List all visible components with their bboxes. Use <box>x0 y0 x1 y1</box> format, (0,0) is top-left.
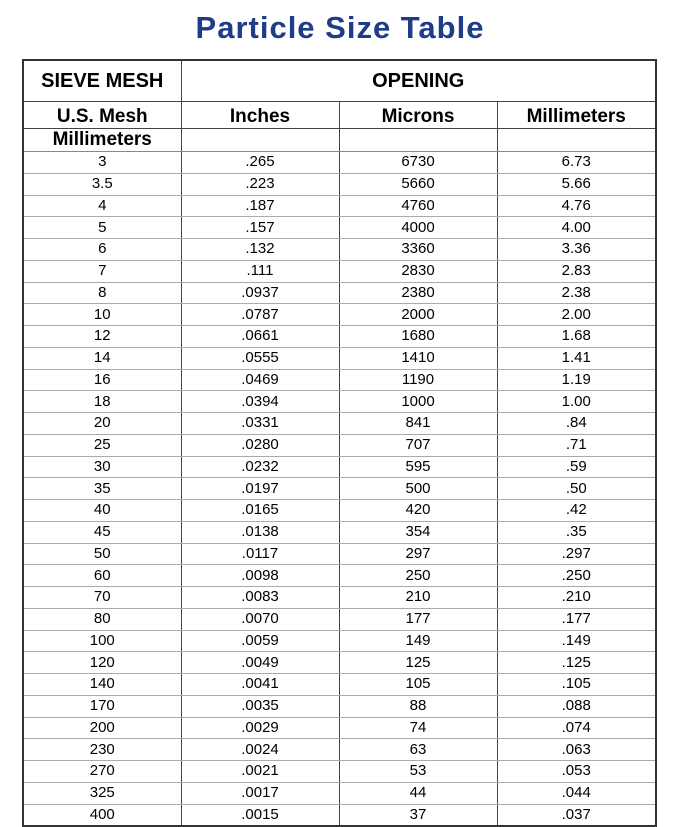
millimeters-cell: .044 <box>497 782 656 804</box>
millimeters-cell: .074 <box>497 717 656 739</box>
us-mesh-cell: 3 <box>23 152 181 174</box>
millimeters-cell: .59 <box>497 456 656 478</box>
millimeters-cell: 6.73 <box>497 152 656 174</box>
us-mesh-cell: 16 <box>23 369 181 391</box>
table-row <box>23 565 656 587</box>
inches-cell: .0021 <box>181 761 339 783</box>
us-mesh-cell: 10 <box>23 304 181 326</box>
us-mesh-cell: 35 <box>23 478 181 500</box>
us-mesh-header: U.S. Mesh <box>23 102 181 129</box>
mesh-millimeters-subheader: Millimeters <box>23 129 181 152</box>
table-row <box>23 217 656 239</box>
us-mesh-cell: 45 <box>23 521 181 543</box>
particle-size-table-container <box>22 59 655 827</box>
inches-cell: .0017 <box>181 782 339 804</box>
us-mesh-cell: 50 <box>23 543 181 565</box>
table-row <box>23 521 656 543</box>
microns-cell: 63 <box>339 739 497 761</box>
empty-subheader-cell <box>339 129 497 152</box>
empty-subheader-cell <box>497 129 656 152</box>
table-row <box>23 152 656 174</box>
microns-cell: 297 <box>339 543 497 565</box>
microns-cell: 250 <box>339 565 497 587</box>
millimeters-cell: .35 <box>497 521 656 543</box>
inches-cell: .0098 <box>181 565 339 587</box>
inches-cell: .187 <box>181 195 339 217</box>
table-row <box>23 587 656 609</box>
microns-cell: 595 <box>339 456 497 478</box>
millimeters-cell: .210 <box>497 587 656 609</box>
inches-cell: .0937 <box>181 282 339 304</box>
microns-cell: 6730 <box>339 152 497 174</box>
millimeters-cell: .088 <box>497 695 656 717</box>
microns-cell: 420 <box>339 500 497 522</box>
table-row <box>23 608 656 630</box>
table-body <box>23 152 656 827</box>
microns-cell: 53 <box>339 761 497 783</box>
us-mesh-cell: 5 <box>23 217 181 239</box>
inches-header: Inches <box>181 102 339 129</box>
millimeters-cell: .250 <box>497 565 656 587</box>
us-mesh-cell: 325 <box>23 782 181 804</box>
table-row <box>23 717 656 739</box>
table-row <box>23 478 656 500</box>
us-mesh-cell: 230 <box>23 739 181 761</box>
us-mesh-cell: 70 <box>23 587 181 609</box>
microns-cell: 37 <box>339 804 497 826</box>
table-row <box>23 326 656 348</box>
millimeters-cell: 1.41 <box>497 347 656 369</box>
table-row <box>23 456 656 478</box>
inches-cell: .0059 <box>181 630 339 652</box>
microns-cell: 707 <box>339 434 497 456</box>
us-mesh-cell: 170 <box>23 695 181 717</box>
inches-cell: .223 <box>181 173 339 195</box>
inches-cell: .0394 <box>181 391 339 413</box>
us-mesh-cell: 14 <box>23 347 181 369</box>
inches-cell: .0197 <box>181 478 339 500</box>
header-row-top <box>23 60 656 102</box>
inches-cell: .0165 <box>181 500 339 522</box>
microns-cell: 354 <box>339 521 497 543</box>
table-row <box>23 434 656 456</box>
millimeters-cell: .149 <box>497 630 656 652</box>
us-mesh-cell: 400 <box>23 804 181 826</box>
inches-cell: .132 <box>181 239 339 261</box>
microns-cell: 841 <box>339 413 497 435</box>
microns-cell: 2000 <box>339 304 497 326</box>
table-row <box>23 195 656 217</box>
inches-cell: .111 <box>181 260 339 282</box>
table-row <box>23 543 656 565</box>
header-row-sub <box>23 129 656 152</box>
millimeters-cell: 1.00 <box>497 391 656 413</box>
table-row <box>23 739 656 761</box>
particle-size-table <box>22 59 657 827</box>
us-mesh-cell: 3.5 <box>23 173 181 195</box>
us-mesh-cell: 40 <box>23 500 181 522</box>
table-row <box>23 761 656 783</box>
us-mesh-cell: 12 <box>23 326 181 348</box>
microns-cell: 1410 <box>339 347 497 369</box>
microns-cell: 210 <box>339 587 497 609</box>
table-row <box>23 369 656 391</box>
millimeters-cell: 4.76 <box>497 195 656 217</box>
millimeters-cell: .42 <box>497 500 656 522</box>
millimeters-cell: 3.36 <box>497 239 656 261</box>
inches-cell: .0661 <box>181 326 339 348</box>
microns-cell: 74 <box>339 717 497 739</box>
millimeters-cell: .177 <box>497 608 656 630</box>
us-mesh-cell: 30 <box>23 456 181 478</box>
inches-cell: .0117 <box>181 543 339 565</box>
us-mesh-cell: 25 <box>23 434 181 456</box>
inches-cell: .0232 <box>181 456 339 478</box>
microns-cell: 5660 <box>339 173 497 195</box>
millimeters-cell: 2.00 <box>497 304 656 326</box>
table-row <box>23 695 656 717</box>
table-row <box>23 391 656 413</box>
microns-header: Microns <box>339 102 497 129</box>
table-row <box>23 282 656 304</box>
millimeters-cell: .063 <box>497 739 656 761</box>
opening-header: OPENING <box>181 60 656 102</box>
microns-cell: 4760 <box>339 195 497 217</box>
table-row <box>23 500 656 522</box>
microns-cell: 88 <box>339 695 497 717</box>
us-mesh-cell: 7 <box>23 260 181 282</box>
millimeters-cell: 2.38 <box>497 282 656 304</box>
table-row <box>23 630 656 652</box>
millimeters-cell: .125 <box>497 652 656 674</box>
millimeters-cell: 1.68 <box>497 326 656 348</box>
millimeters-cell: .037 <box>497 804 656 826</box>
table-row <box>23 782 656 804</box>
inches-cell: .0469 <box>181 369 339 391</box>
inches-cell: .0070 <box>181 608 339 630</box>
millimeters-cell: 4.00 <box>497 217 656 239</box>
table-row <box>23 413 656 435</box>
us-mesh-cell: 80 <box>23 608 181 630</box>
microns-cell: 3360 <box>339 239 497 261</box>
inches-cell: .0331 <box>181 413 339 435</box>
microns-cell: 4000 <box>339 217 497 239</box>
microns-cell: 177 <box>339 608 497 630</box>
sieve-mesh-header: SIEVE MESH <box>23 60 181 102</box>
table-row <box>23 239 656 261</box>
microns-cell: 1680 <box>339 326 497 348</box>
millimeters-cell: .053 <box>497 761 656 783</box>
microns-cell: 105 <box>339 674 497 696</box>
page-title: Particle Size Table <box>195 10 485 45</box>
inches-cell: .0029 <box>181 717 339 739</box>
us-mesh-cell: 6 <box>23 239 181 261</box>
millimeters-cell: 2.83 <box>497 260 656 282</box>
inches-cell: .0280 <box>181 434 339 456</box>
table-row <box>23 674 656 696</box>
inches-cell: .0035 <box>181 695 339 717</box>
us-mesh-cell: 200 <box>23 717 181 739</box>
us-mesh-cell: 270 <box>23 761 181 783</box>
millimeters-cell: 1.19 <box>497 369 656 391</box>
table-row <box>23 260 656 282</box>
inches-cell: .265 <box>181 152 339 174</box>
inches-cell: .0049 <box>181 652 339 674</box>
inches-cell: .0015 <box>181 804 339 826</box>
millimeters-cell: .297 <box>497 543 656 565</box>
inches-cell: .157 <box>181 217 339 239</box>
inches-cell: .0024 <box>181 739 339 761</box>
millimeters-cell: 5.66 <box>497 173 656 195</box>
table-row <box>23 347 656 369</box>
table-row <box>23 304 656 326</box>
microns-cell: 44 <box>339 782 497 804</box>
microns-cell: 2380 <box>339 282 497 304</box>
millimeters-header: Millimeters <box>497 102 656 129</box>
us-mesh-cell: 120 <box>23 652 181 674</box>
microns-cell: 125 <box>339 652 497 674</box>
us-mesh-cell: 8 <box>23 282 181 304</box>
header-row-columns <box>23 102 656 129</box>
inches-cell: .0787 <box>181 304 339 326</box>
microns-cell: 149 <box>339 630 497 652</box>
microns-cell: 2830 <box>339 260 497 282</box>
inches-cell: .0083 <box>181 587 339 609</box>
empty-subheader-cell <box>181 129 339 152</box>
millimeters-cell: .84 <box>497 413 656 435</box>
us-mesh-cell: 4 <box>23 195 181 217</box>
microns-cell: 500 <box>339 478 497 500</box>
table-row <box>23 652 656 674</box>
us-mesh-cell: 18 <box>23 391 181 413</box>
millimeters-cell: .105 <box>497 674 656 696</box>
inches-cell: .0041 <box>181 674 339 696</box>
us-mesh-cell: 140 <box>23 674 181 696</box>
inches-cell: .0555 <box>181 347 339 369</box>
millimeters-cell: .50 <box>497 478 656 500</box>
us-mesh-cell: 60 <box>23 565 181 587</box>
inches-cell: .0138 <box>181 521 339 543</box>
us-mesh-cell: 100 <box>23 630 181 652</box>
table-row <box>23 804 656 826</box>
table-row <box>23 173 656 195</box>
microns-cell: 1000 <box>339 391 497 413</box>
microns-cell: 1190 <box>339 369 497 391</box>
us-mesh-cell: 20 <box>23 413 181 435</box>
millimeters-cell: .71 <box>497 434 656 456</box>
